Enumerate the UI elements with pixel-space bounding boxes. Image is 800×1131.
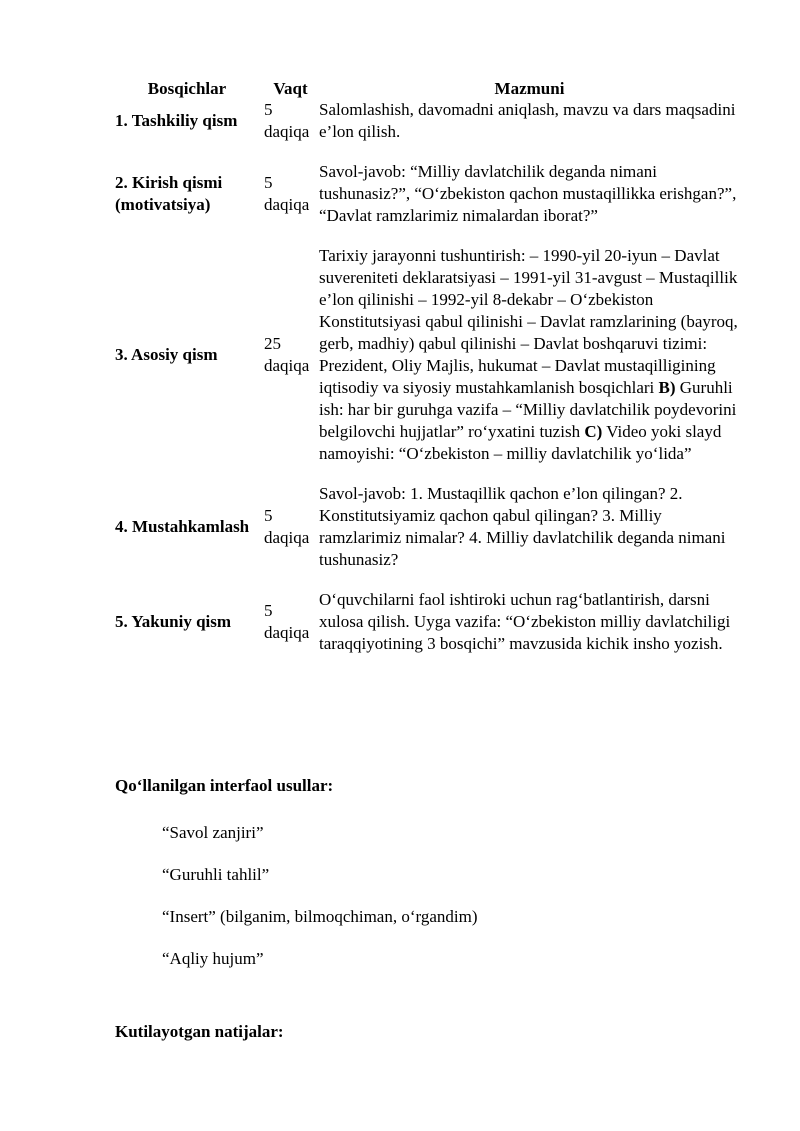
table-row <box>112 245 740 465</box>
methods-list <box>162 822 478 990</box>
header-time: Vaqt <box>273 79 308 98</box>
table-row <box>112 589 740 655</box>
time-cell: 5 daqiqa <box>264 506 310 547</box>
methods-heading: Qo‘llanilgan interfaol usullar: <box>115 776 334 795</box>
list-item: “Aqliy hujum” <box>162 949 264 968</box>
stage-cell: 1. Tashkiliy qism <box>115 111 238 130</box>
lesson-plan-table <box>112 77 740 655</box>
stage-cell: 3. Asosiy qism <box>115 345 218 364</box>
table-row <box>112 483 740 571</box>
time-cell: 25 daqiqa <box>264 334 310 375</box>
table-row <box>112 99 740 143</box>
content-text: Video yoki slayd namoyishi: “O‘zbekiston – milliy davlatchilik yo‘lida” <box>319 422 722 463</box>
header-stages: Bosqichlar <box>147 79 227 98</box>
content-cell: Savol-javob: “Milliy davlatchilik deganda nimani tushunasiz?”, “O‘zbekiston qachon mustaqillikka erishgan?”, “Davlat ramzlarimiz nimalardan iborat?” <box>319 162 737 225</box>
time-cell: 5 daqiqa <box>264 100 310 141</box>
list-item: “Insert” (bilganim, bilmoqchiman, o‘rgandim) <box>162 907 478 926</box>
content-cell: Savol-javob: 1. Mustaqillik qachon e’lon qilingan? 2. Konstitutsiyamiz qachon qabul qilingan? 3. Milliy ramzlarimiz nimalar? 4. Milliy davlatchilik deganda nimani tushunasiz? <box>319 484 726 569</box>
table-header-row <box>112 77 740 99</box>
stage-cell: 2. Kirish qismi (motivatsiya) <box>115 173 223 214</box>
table-row <box>112 161 740 227</box>
content-text: Guruhli ish: har bir guruhga vazifa – “Milliy davlatchilik poydevorini belgilovchi hujjatlar” ro‘yxatini tuzish <box>319 378 737 441</box>
stage-cell: 5. Yakuniy qism <box>115 612 232 631</box>
time-cell: 5 daqiqa <box>264 173 310 214</box>
content-cell <box>319 245 740 465</box>
marker-c: C) <box>584 422 603 441</box>
content-text: Tarixiy jarayonni tushuntirish: – 1990-yil 20-iyun – Davlat suvereniteti deklaratsiyasi – 1991-yil 31-avgust – Mustaqillik e’lon qilinishi – 1992-yil 8-dekabr – O‘zbekiston Konstitutsiyasi qabul qilinishi – Davlat ramzlarining (bayroq, gerb, madhiy) qabul qilinishi – Davlat boshqaruvi tizimi: Prezident, Oliy Majlis, hukumat – Davlat mustaqilligining iqtisodiy va siyosiy mustahkamlanish bosqichlari <box>319 246 738 397</box>
content-cell: Salomlashish, davomadni aniqlash, mavzu va dars maqsadini e’lon qilish. <box>319 100 736 141</box>
results-heading: Kutilayotgan natijalar: <box>115 1022 284 1041</box>
header-content: Mazmuni <box>494 79 565 98</box>
marker-b: B) <box>658 378 676 397</box>
content-cell: O‘quvchilarni faol ishtiroki uchun rag‘batlantirish, darsni xulosa qilish. Uyga vazifa: “O‘zbekiston milliy davlatchiligi taraqqiyotining 3 bosqichi” mavzusida kichik insho yozish. <box>319 590 731 653</box>
list-item: “Guruhli tahlil” <box>162 865 270 884</box>
list-item: “Savol zanjiri” <box>162 823 264 842</box>
time-cell: 5 daqiqa <box>264 601 310 642</box>
stage-cell: 4. Mustahkamlash <box>115 517 250 536</box>
